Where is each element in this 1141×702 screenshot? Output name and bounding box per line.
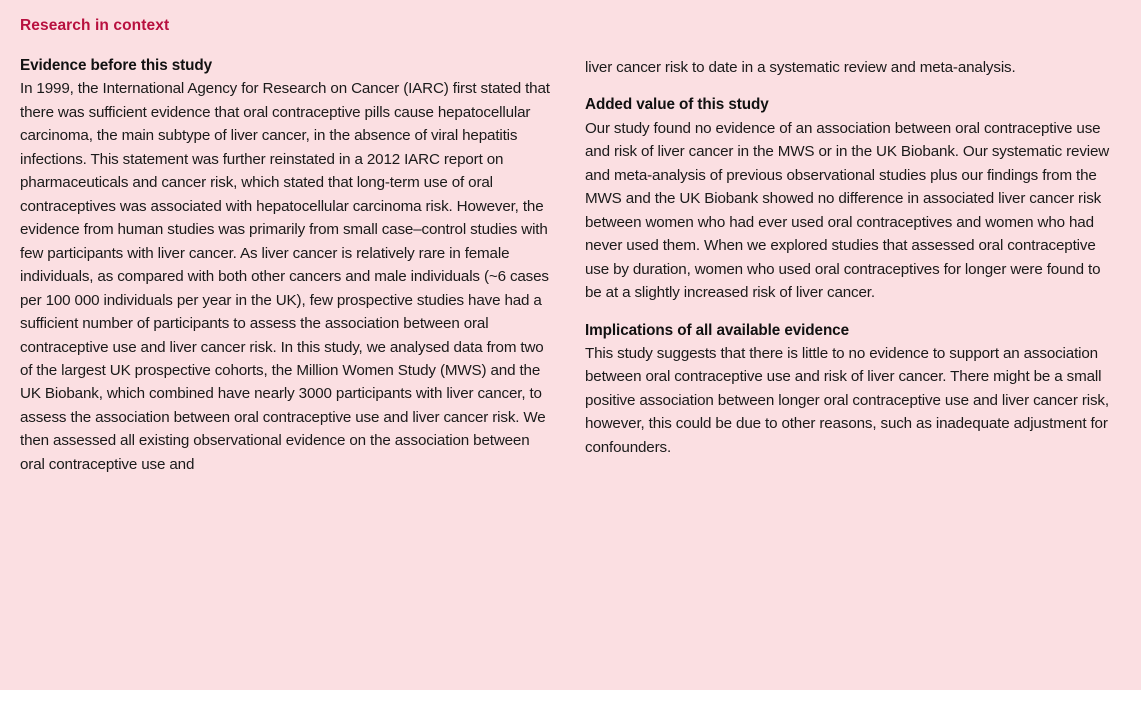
section-continuation bbox=[585, 56, 1118, 79]
panel-title: Research in context bbox=[20, 17, 170, 34]
section-evidence-before-this-study bbox=[20, 56, 553, 476]
section-heading: Evidence before this study bbox=[20, 57, 213, 74]
left-column bbox=[20, 56, 553, 476]
section-implications-of-all-available-evidence bbox=[585, 321, 1118, 460]
section-added-value-of-this-study bbox=[585, 95, 1118, 304]
section-paragraph: In 1999, the International Agency for Research on Cancer (IARC) first stated that there was sufficient evidence that oral contraceptive pills cause hepatocellular carcinoma, the main subtype of liver cancer, in the absence of viral hepatitis infections. This statement was further reinstated in a 2012 IARC report on pharmaceuticals and cancer risk, which stated that long-term use of oral contraceptives was associated with hepatocellular carcinoma risk. However, the evidence from human studies was primarily from small case–control studies with few participants with liver cancer. As liver cancer is relatively rare in female individuals, as compared with both other cancers and male individuals (~6 cases per 100 000 individuals per year in the UK), few prospective studies have had a sufficient number of participants to assess the association between oral contraceptive use and liver cancer risk. In this study, we analysed data from two of the largest UK prospective cohorts, the Million Women Study (MWS) and the UK Biobank, which combined have nearly 3000 participants with liver cancer, to assess the association between oral contraceptive use and liver cancer risk. We then assessed all existing observational evidence on the association between oral contraceptive use and bbox=[20, 80, 550, 473]
section-paragraph: liver cancer risk to date in a systematic review and meta-analysis. bbox=[585, 59, 1016, 76]
section-heading: Implications of all available evidence bbox=[585, 321, 850, 339]
section-paragraph: This study suggests that there is little to no evidence to support an association between oral contraceptive use and risk of liver cancer. There might be a small positive association between longer oral contraceptive use and liver cancer risk, however, this could be due to other reasons, such as inadequate adjustment for confounders. bbox=[585, 344, 1109, 456]
right-column bbox=[585, 56, 1118, 476]
two-column-body bbox=[20, 56, 1118, 476]
section-paragraph: Our study found no evidence of an association between oral contraceptive use and risk of liver cancer in the MWS or in the UK Biobank. Our systematic review and meta-analysis of previous observational studies plus our findings from the MWS and the UK Biobank showed no difference in associated liver cancer risk between women who had ever used oral contraceptives and women who had never used them. When we explored studies that assessed oral contraceptive use by duration, women who used oral contraceptives for longer were found to be at a slightly increased risk of liver cancer. bbox=[585, 119, 1110, 302]
section-heading: Added value of this study bbox=[585, 96, 769, 114]
